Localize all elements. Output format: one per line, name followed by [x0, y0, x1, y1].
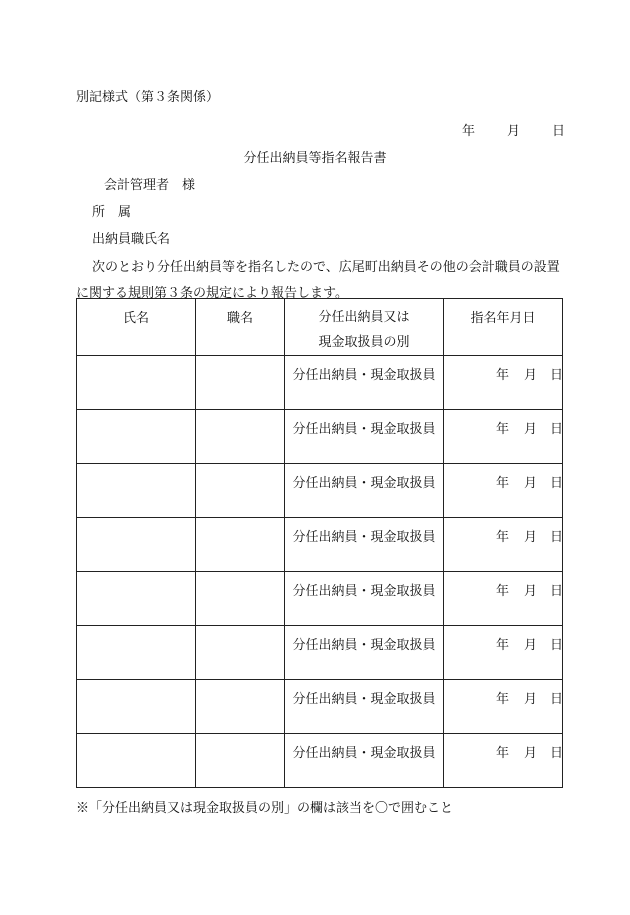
header-type: [285, 299, 444, 356]
type-cell[interactable]: 分任出納員・現金取扱員: [285, 356, 444, 410]
position-cell[interactable]: [196, 518, 285, 572]
date-day-label: 日: [552, 124, 566, 139]
form-label: 別記様式（第３条関係）: [76, 90, 220, 105]
row-day-label: 日: [550, 530, 564, 545]
table-row: [77, 464, 563, 518]
row-month-label: 月: [524, 584, 538, 599]
date-cell[interactable]: [444, 626, 563, 680]
row-day-label: 日: [550, 692, 564, 707]
position-cell[interactable]: [196, 464, 285, 518]
date-cell[interactable]: [444, 356, 563, 410]
position-cell[interactable]: [196, 734, 285, 788]
date-cell[interactable]: [444, 734, 563, 788]
officer-name-label: 出納員職氏名: [92, 232, 171, 247]
table-row: [77, 356, 563, 410]
row-year-label: 年: [496, 746, 510, 761]
row-year-label: 年: [496, 476, 510, 491]
row-day-label: 日: [550, 368, 564, 383]
addressee: 会計管理者 様: [104, 178, 196, 193]
row-year-label: 年: [496, 584, 510, 599]
date-year-label: 年: [462, 124, 476, 139]
row-month-label: 月: [524, 638, 538, 653]
position-cell[interactable]: [196, 410, 285, 464]
table-row: [77, 626, 563, 680]
name-cell[interactable]: [77, 464, 196, 518]
header-date: 指名年月日: [444, 299, 563, 356]
type-cell[interactable]: 分任出納員・現金取扱員: [285, 626, 444, 680]
type-cell[interactable]: 分任出納員・現金取扱員: [285, 410, 444, 464]
name-cell[interactable]: [77, 626, 196, 680]
table-row: [77, 572, 563, 626]
name-cell[interactable]: [77, 734, 196, 788]
date-cell[interactable]: [444, 572, 563, 626]
row-month-label: 月: [524, 746, 538, 761]
report-table: [76, 298, 563, 788]
table-row: [77, 410, 563, 464]
header-type-line-2: 現金取扱員の別: [318, 335, 410, 350]
row-year-label: 年: [496, 530, 510, 545]
type-cell[interactable]: 分任出納員・現金取扱員: [285, 572, 444, 626]
table-row: [77, 518, 563, 572]
date-line: [462, 120, 565, 139]
type-cell[interactable]: 分任出納員・現金取扱員: [285, 464, 444, 518]
header-name: 氏名: [77, 299, 196, 356]
row-year-label: 年: [496, 422, 510, 437]
date-cell[interactable]: [444, 518, 563, 572]
table-row: [77, 734, 563, 788]
affiliation-label: 所 属: [92, 205, 132, 220]
row-day-label: 日: [550, 746, 564, 761]
body-text-line-2: に関する規則第３条の規定により報告します。: [76, 286, 348, 301]
name-cell[interactable]: [77, 572, 196, 626]
position-cell[interactable]: [196, 626, 285, 680]
row-day-label: 日: [550, 638, 564, 653]
footnote: ※「分任出納員又は現金取扱員の別」の欄は該当を〇で囲むこと: [76, 801, 454, 816]
name-cell[interactable]: [77, 410, 196, 464]
row-day-label: 日: [550, 476, 564, 491]
row-year-label: 年: [496, 368, 510, 383]
type-cell[interactable]: 分任出納員・現金取扱員: [285, 734, 444, 788]
row-month-label: 月: [524, 368, 538, 383]
name-cell[interactable]: [77, 518, 196, 572]
row-month-label: 月: [524, 476, 538, 491]
row-month-label: 月: [524, 530, 538, 545]
document-title: 分任出納員等指名報告書: [243, 151, 387, 166]
header-type-line-1: 分任出納員又は: [318, 310, 410, 325]
date-cell[interactable]: [444, 680, 563, 734]
position-cell[interactable]: [196, 356, 285, 410]
row-month-label: 月: [524, 422, 538, 437]
row-year-label: 年: [496, 692, 510, 707]
header-position: 職名: [196, 299, 285, 356]
name-cell[interactable]: [77, 680, 196, 734]
date-cell[interactable]: [444, 410, 563, 464]
type-cell[interactable]: 分任出納員・現金取扱員: [285, 518, 444, 572]
row-day-label: 日: [550, 584, 564, 599]
position-cell[interactable]: [196, 572, 285, 626]
type-cell[interactable]: 分任出納員・現金取扱員: [285, 680, 444, 734]
date-month-label: 月: [507, 124, 521, 139]
row-year-label: 年: [496, 638, 510, 653]
row-day-label: 日: [550, 422, 564, 437]
body-text-line-1: 次のとおり分任出納員等を指名したので、広尾町出納員その他の会計職員の設置: [92, 260, 560, 275]
table-header-row: [77, 299, 563, 356]
name-cell[interactable]: [77, 356, 196, 410]
table-row: [77, 680, 563, 734]
date-cell[interactable]: [444, 464, 563, 518]
row-month-label: 月: [524, 692, 538, 707]
position-cell[interactable]: [196, 680, 285, 734]
